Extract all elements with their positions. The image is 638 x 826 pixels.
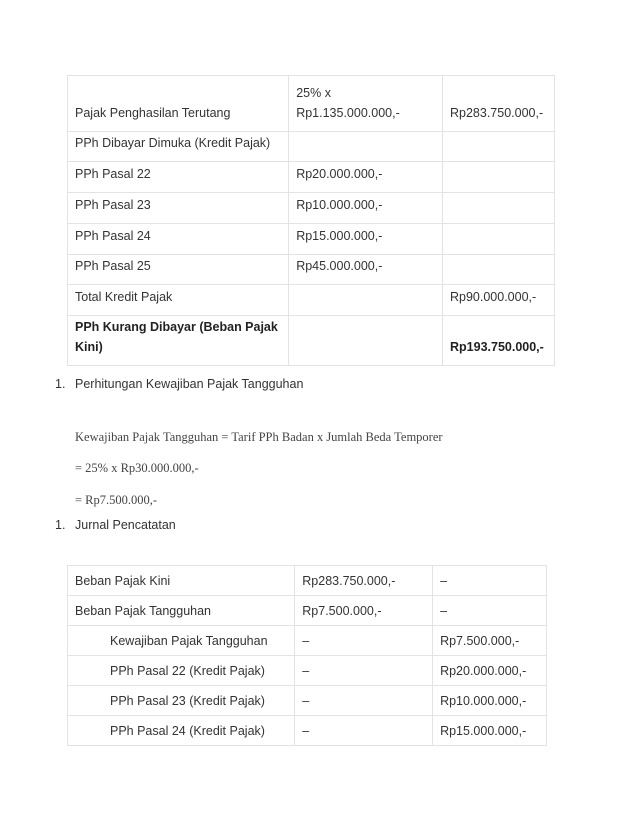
account-name: Kewajiban Pajak Tangguhan (68, 626, 295, 656)
credit-value: Rp15.000.000,- (433, 716, 547, 746)
row-label: PPh Pasal 22 (68, 162, 289, 193)
table-row (68, 566, 547, 596)
row-label: Pajak Penghasilan Terutang (68, 76, 289, 132)
row-mid-value (289, 132, 443, 162)
row-right-value: Rp283.750.000,- (443, 76, 555, 132)
row-mid-value: Rp20.000.000,- (289, 162, 443, 193)
table-row (68, 626, 547, 656)
section-title: Jurnal Pencatatan (75, 518, 176, 532)
row-right-value (443, 193, 555, 224)
credit-value: Rp10.000.000,- (433, 686, 547, 716)
table-row (68, 656, 547, 686)
account-name: Beban Pajak Kini (68, 566, 295, 596)
list-number: 1. (55, 377, 66, 391)
section-heading-journal (55, 518, 176, 532)
row-label: PPh Dibayar Dimuka (Kredit Pajak) (68, 132, 289, 162)
row-right-value (443, 255, 555, 285)
table-row (68, 686, 547, 716)
row-label: PPh Kurang Dibayar (Beban Pajak Kini) (68, 316, 289, 366)
table-row (68, 162, 555, 193)
account-name: PPh Pasal 23 (Kredit Pajak) (68, 686, 295, 716)
row-label: PPh Pasal 25 (68, 255, 289, 285)
row-right-value (443, 162, 555, 193)
row-right-value: Rp193.750.000,- (443, 316, 555, 366)
credit-value: Rp20.000.000,- (433, 656, 547, 686)
table-row (68, 285, 555, 316)
credit-value: Rp7.500.000,- (433, 626, 547, 656)
row-mid-value (289, 316, 443, 366)
table-row (68, 255, 555, 285)
row-right-value: Rp90.000.000,- (443, 285, 555, 316)
row-mid-value: Rp45.000.000,- (289, 255, 443, 285)
table-row (68, 193, 555, 224)
section-title: Perhitungan Kewajiban Pajak Tangguhan (75, 377, 304, 391)
debit-value: – (295, 686, 433, 716)
debit-value: Rp7.500.000,- (295, 596, 433, 626)
debit-value: – (295, 656, 433, 686)
row-mid-value: Rp10.000.000,- (289, 193, 443, 224)
row-mid-value (289, 285, 443, 316)
table-row-total (68, 316, 555, 366)
table-row (68, 716, 547, 746)
debit-value: Rp283.750.000,- (295, 566, 433, 596)
account-name: PPh Pasal 22 (Kredit Pajak) (68, 656, 295, 686)
table-row (68, 596, 547, 626)
row-label: PPh Pasal 24 (68, 224, 289, 255)
row-mid-value: Rp15.000.000,- (289, 224, 443, 255)
account-name: Beban Pajak Tangguhan (68, 596, 295, 626)
journal-table (67, 565, 547, 746)
credit-value: – (433, 596, 547, 626)
debit-value: – (295, 626, 433, 656)
formula-line: = 25% x Rp30.000.000,- (75, 461, 199, 475)
table-row (68, 224, 555, 255)
account-name: PPh Pasal 24 (Kredit Pajak) (68, 716, 295, 746)
formula-line: = Rp7.500.000,- (75, 493, 158, 507)
row-right-value (443, 224, 555, 255)
formula-line: Kewajiban Pajak Tangguhan = Tarif PPh Badan x Jumlah Beda Temporer (75, 430, 443, 444)
table-row (68, 76, 555, 132)
row-right-value (443, 132, 555, 162)
section-heading-deferred-tax (55, 377, 303, 391)
debit-value: – (295, 716, 433, 746)
row-label: PPh Pasal 23 (68, 193, 289, 224)
table-row (68, 132, 555, 162)
tax-calculation-table (67, 75, 555, 366)
row-label: Total Kredit Pajak (68, 285, 289, 316)
row-mid-value: 25% x Rp1.135.000.000,- (289, 76, 443, 132)
list-number: 1. (55, 518, 66, 532)
credit-value: – (433, 566, 547, 596)
